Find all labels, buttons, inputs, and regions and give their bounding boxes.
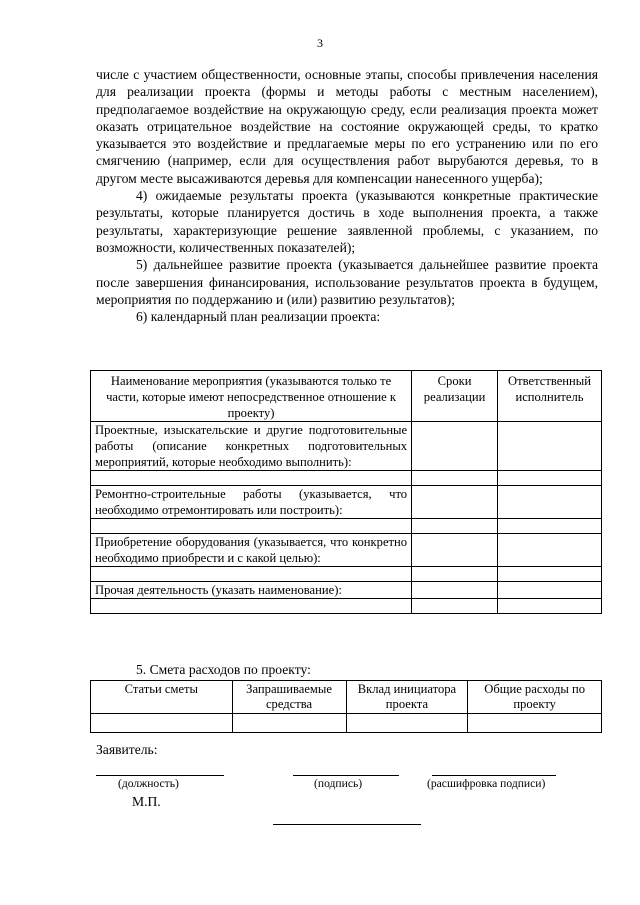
table-row [91,582,602,599]
header-requested-funds: Запрашиваемые средства [232,681,346,714]
cell-dates[interactable] [412,519,498,534]
bottom-line [273,824,421,825]
cell-activity[interactable] [91,519,412,534]
cell-responsible[interactable] [498,422,602,471]
cell-requested[interactable] [232,714,346,733]
table-row [91,567,602,582]
decoding-caption: (расшифровка подписи) [427,777,546,790]
cell-dates[interactable] [412,471,498,486]
table-row [91,422,602,471]
cell-budget-item[interactable] [91,714,233,733]
table-header-row [91,371,602,422]
cell-dates[interactable] [412,422,498,471]
cell-responsible[interactable] [498,519,602,534]
header-responsible: Ответственный исполнитель [498,371,602,422]
cell-dates[interactable] [412,567,498,582]
cell-activity[interactable] [91,567,412,582]
table-row [91,714,602,733]
document-body [96,66,598,325]
activity-equipment: Приобретение оборудования (указывается, что конкретно необходимо приобрести и с какой целью): [91,534,412,567]
table-row [91,599,602,614]
cell-dates[interactable] [412,486,498,519]
cell-activity[interactable] [91,471,412,486]
signature-line[interactable] [293,775,399,776]
budget-table [90,680,602,733]
table-row [91,486,602,519]
decoding-line[interactable] [432,775,556,776]
table-row [91,534,602,567]
position-line[interactable] [96,775,224,776]
cell-dates[interactable] [412,599,498,614]
header-dates: Сроки реализации [412,371,498,422]
cell-responsible[interactable] [498,599,602,614]
paragraph-methods: числе с участием общественности, основные этапы, способы привлечения населения для реализации проекта (формы и методы работы с местным населением), предполагаемое воздействие на окружающую среду, если реализация проекта может оказать отрицательное воздействие на состояние окружающей среды, то кратко указывается это воздействие и предлагаемые меры по его устранению или по его смягчению (например, если для осуществления работ вырубаются деревья, то в другом месте высаживаются деревья для компенсации нанесенного ущерба); [96,67,598,186]
cell-responsible[interactable] [498,471,602,486]
cell-responsible[interactable] [498,486,602,519]
position-caption: (должность) [118,777,179,790]
paragraph-calendar-plan: 6) календарный план реализации проекта: [136,309,381,325]
stamp-place: М.П. [132,794,161,809]
header-budget-items: Статьи сметы [91,681,233,714]
header-activity: Наименование мероприятия (указываются только те части, которые имеют непосредственное отношение к проекту) [91,371,412,422]
cell-responsible[interactable] [498,582,602,599]
paragraph-further-development: 5) дальнейшее развитие проекта (указывается дальнейшее развитие проекта после завершения финансирования, использование результатов проекта в будущем, мероприятия по поддержанию и (или) развитию результатов); [96,257,598,307]
cell-total[interactable] [468,714,602,733]
applicant-label: Заявитель: [96,742,158,757]
header-initiator-contribution: Вклад инициатора проекта [346,681,468,714]
cell-responsible[interactable] [498,534,602,567]
budget-title: 5. Смета расходов по проекту: [136,662,311,677]
page-number: 3 [317,36,323,50]
table-row [91,471,602,486]
paragraph-expected-results: 4) ожидаемые результаты проекта (указываются конкретные практические результаты, которые планируется достичь в ходе выполнения проекта, а также результаты, характеризующие решение заявленной проблемы, с указанием, по возможности, количественных показателей); [96,188,598,255]
cell-responsible[interactable] [498,567,602,582]
cell-contribution[interactable] [346,714,468,733]
budget-header-row [91,681,602,714]
calendar-plan-table [90,370,602,614]
activity-other: Прочая деятельность (указать наименование): [91,582,412,599]
header-total-expenses: Общие расходы по проекту [468,681,602,714]
activity-construction: Ремонтно-строительные работы (указывается, что необходимо отремонтировать или построить): [91,486,412,519]
cell-dates[interactable] [412,582,498,599]
cell-dates[interactable] [412,534,498,567]
cell-activity[interactable] [91,599,412,614]
activity-preparatory: Проектные, изыскательские и другие подготовительные работы (описание конкретных подготовительных мероприятий, которые необходимо выполнить): [91,422,412,471]
table-row [91,519,602,534]
signature-caption: (подпись) [314,777,363,790]
